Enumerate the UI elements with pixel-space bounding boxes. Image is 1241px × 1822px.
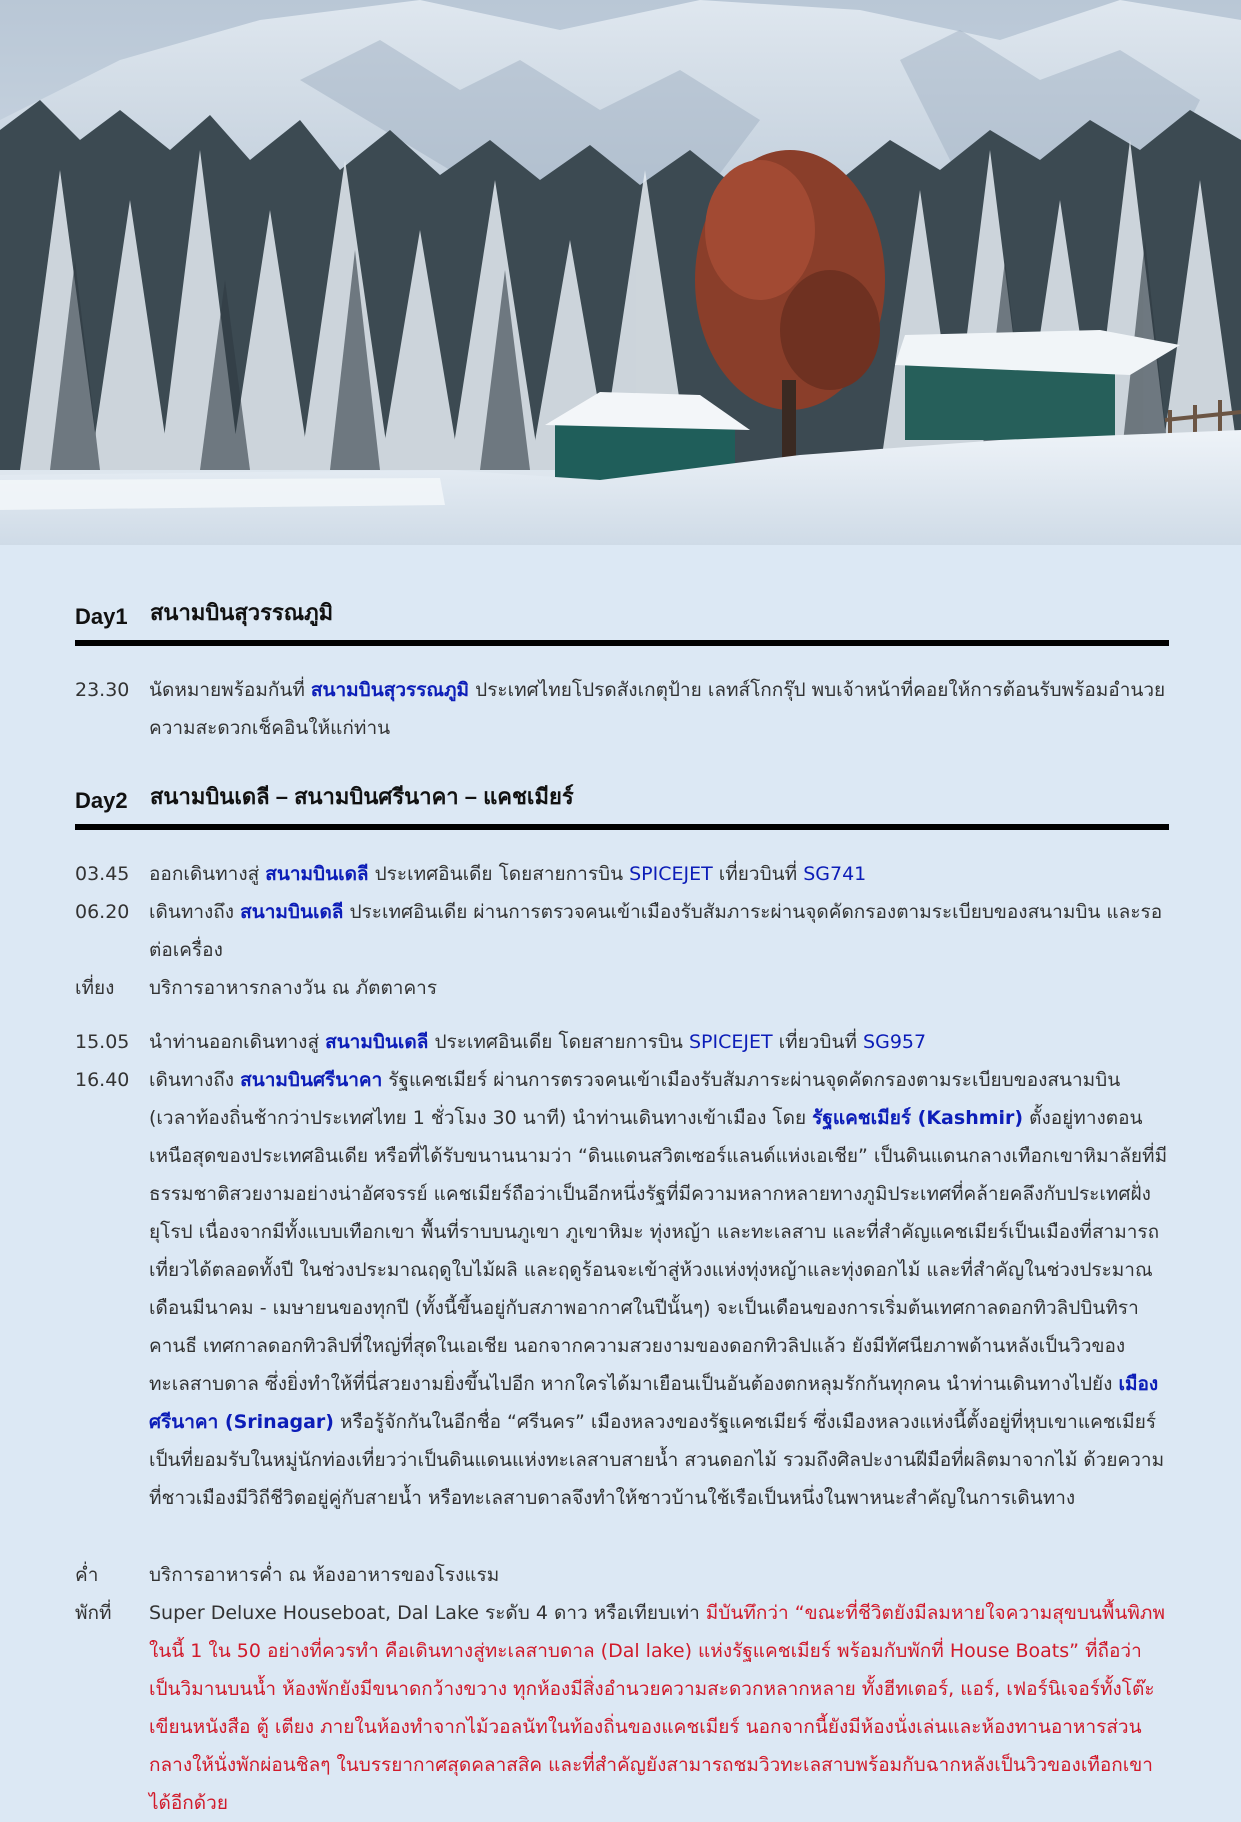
day2-label: Day2 — [75, 788, 128, 813]
place-delhi: สนามบินเดลี — [240, 901, 344, 923]
entry-text: ประเทศอินเดีย โดยสายการบิน — [428, 1031, 689, 1053]
entry-description — [149, 855, 1170, 893]
day1-title: สนามบินสุวรรณภูมิ — [150, 600, 334, 625]
snowy-landscape-illustration — [0, 0, 1241, 545]
place-kashmir: รัฐแคชเมียร์ (Kashmir) — [812, 1107, 1024, 1129]
entry-time: 15.05 — [75, 1031, 130, 1053]
airline: SPICEJET — [629, 863, 713, 885]
entry-text: เที่ยวบินที่ — [712, 863, 804, 885]
entry-description — [149, 671, 1170, 747]
day2-entry-1505 — [75, 1023, 1170, 1061]
day2-header — [75, 779, 1169, 830]
flight-number: SG957 — [863, 1031, 927, 1053]
day2-entry-accommodation — [75, 1594, 1170, 1822]
flight-number: SG741 — [803, 863, 867, 885]
entry-time: เที่ยง — [75, 977, 115, 999]
entry-text: เดินทางถึง — [149, 1069, 241, 1091]
entry-text: ออกเดินทางสู่ — [149, 863, 266, 885]
entry-description — [149, 1061, 1170, 1517]
place-delhi: สนามบินเดลี — [325, 1031, 429, 1053]
day2-entry-lunch — [75, 969, 1170, 1007]
entry-text: นำท่านออกเดินทางสู่ — [149, 1031, 326, 1053]
hero-image — [0, 0, 1241, 545]
entry-text: หรือรู้จักกันในอีกชื่อ “ศรีนคร” เมืองหลวงของรัฐแคชเมียร์ ซึ่งเมืองหลวงแห่งนี้ตั้งอยู่ที่หุบเขาแคชเมียร์ เป็นที่ยอมรับในหมู่นักท่องเที่ยวว่าเป็นดินแดนแห่งทะเลสาบสายน้ำ สวนดอกไม้ รวมถึงศิลปะงานฝีมือที่ผลิตมาจากไม้ ด้วยความที่ชาวเมืองมีวิถีชีวิตอยู่คู่กับสายน้ำ หรือทะเลสาบดาลจึงทำให้ชาวบ้านใช้เรือเป็นหนึ่งในพาหนะสำคัญในการเดินทาง — [149, 1411, 1165, 1509]
entry-description — [149, 1023, 1170, 1061]
entry-text: ประเทศอินเดีย ผ่านการตรวจคนเข้าเมืองรับสัมภาระผ่านจุดคัดกรองตามระเบียบของสนามบิน และรอต่อเครื่อง — [149, 901, 1163, 961]
place-suvarnabhumi: สนามบินสุวรรณภูมิ — [310, 679, 470, 701]
entry-time: 23.30 — [75, 679, 130, 701]
entry-time: ค่ำ — [75, 1564, 99, 1586]
day1-header — [75, 595, 1169, 646]
place-srinagar-city: เมืองศรีนาคา (Srinagar) — [149, 1373, 1159, 1433]
hotel-name: Super Deluxe Houseboat, Dal Lake ระดับ 4 ดาว หรือเทียบเท่า — [149, 1602, 706, 1624]
entry-text: ประเทศไทยโปรดสังเกตุป้าย เลทส์โกกรุ๊ป พบเจ้าหน้าที่คอยให้การต้อนรับพร้อมอำนวยความสะดวกเช็คอินให้แก่ท่าน — [149, 679, 1166, 739]
entry-time: พักที่ — [75, 1602, 112, 1624]
entry-description: บริการอาหารค่ำ ณ ห้องอาหารของโรงแรม — [149, 1564, 500, 1586]
entry-text: นัดหมายพร้อมกันที่ — [149, 679, 311, 701]
place-delhi: สนามบินเดลี — [265, 863, 369, 885]
day2-entry-0345 — [75, 855, 1170, 893]
entry-description — [149, 1594, 1170, 1822]
entry-time: 03.45 — [75, 863, 130, 885]
day1-entry-2330 — [75, 671, 1170, 747]
entry-description — [149, 893, 1170, 969]
entry-description: บริการอาหารกลางวัน ณ ภัตตาคาร — [149, 977, 438, 999]
hotel-highlight: มีบันทึกว่า “ขณะที่ชีวิตยังมีลมหายใจความสุขบนพื้นพิภพในนี้ 1 ใน 50 อย่างที่ควรทำ คือเดินทางสู่ทะเลสาบดาล (Dal lake) แห่งรัฐแคชเมียร์ พร้อมกับพักที่ House Boats” ที่ถือว่าเป็นวิมานบนน้ำ ห้องพักยังมีขนาดกว้างขวาง ทุกห้องมีสิ่งอำนวยความสะดวกหลากหลาย ทั้งฮีทเตอร์, แอร์, เฟอร์นิเจอร์ทั้งโต๊ะเขียนหนังสือ ตู้ เตียง ภายในห้องทำจากไม้วอลนัทในท้องถิ่นของแคชเมียร์ นอกจากนี้ยังมีห้องนั่งเล่นและห้องทานอาหารส่วนกลางให้นั่งพักผ่อนชิลๆ ในบรรยากาศสุดคลาสสิค และที่สำคัญยังสามารถชมวิวทะเลสาบพร้อมกับฉากหลังเป็นวิวของเทือกเขาได้อีกด้วย — [149, 1602, 1165, 1814]
entry-text: รัฐแคชเมียร์ ผ่านการตรวจคนเข้าเมืองรับสัมภาระผ่านจุดคัดกรองตามระเบียบของสนามบิน (เวลาท้องถิ่นช้ากว่าประเทศไทย 1 ชั่วโมง 30 นาที) นำท่านเดินทางเข้าเมือง โดย — [149, 1069, 1121, 1129]
day1-label: Day1 — [75, 604, 128, 629]
airline: SPICEJET — [688, 1031, 773, 1053]
place-srinagar-airport: สนามบินศรีนาคา — [240, 1069, 383, 1091]
entry-text: เที่ยวบินที่ — [772, 1031, 864, 1053]
day2-entry-1640 — [75, 1061, 1170, 1517]
entry-time: 16.40 — [75, 1069, 130, 1091]
entry-text: ตั้งอยู่ทางตอนเหนือสุดของประเทศอินเดีย หรือที่ได้รับขนานนามว่า “ดินแดนสวิตเซอร์แลนด์แห่งเอเชีย” เป็นดินแดนกลางเทือกเขาหิมาลัยที่มีธรรมชาติสวยงามอย่างน่าอัศจรรย์ แคชเมียร์ถือว่าเป็นอีกหนึ่งรัฐที่มีความหลากหลายทางภูมิประเทศที่คล้ายคลึงกับประเทศฝั่งยุโรป เนื่องจากมีทั้งแบบเทือกเขา พื้นที่ราบบนภูเขา ภูเขาหิมะ ทุ่งหญ้า และทะเลสาบ และที่สำคัญแคชเมียร์เป็นเมืองที่สามารถเที่ยวได้ตลอดทั้งปี ในช่วงประมาณฤดูใบไม้ผลิ และฤดูร้อนจะเข้าสู่ห้วงแห่งทุ่งหญ้าและทุ่งดอกไม้ และที่สำคัญในช่วงประมาณเดือนมีนาคม - เมษายนของทุกปี (ทั้งนี้ขึ้นอยู่กับสภาพอากาศในปีนั้นๆ) จะเป็นเดือนของการเริ่มต้นเทศกาลดอกทิวลิปบินทิรา คานธี เทศกาลดอกทิวลิปที่ใหญ่ที่สุดในเอเชีย นอกจากความสวยงามของดอกทิวลิปแล้ว ยังมีทัศนียภาพด้านหลังเป็นวิวของทะเลสาบดาล ซึ่งยิ่งทำให้ที่นี่สวยงามยิ่งขึ้นไปอีก หากใครได้มาเยือนเป็นอันต้องตกหลุมรักกันทุกคน นำท่านเดินทางไปยัง — [149, 1107, 1168, 1395]
day2-entry-0620 — [75, 893, 1170, 969]
entry-text: เดินทางถึง — [149, 901, 241, 923]
day2-entry-dinner — [75, 1556, 1170, 1594]
entry-time: 06.20 — [75, 901, 130, 923]
entry-text: ประเทศอินเดีย โดยสายการบิน — [368, 863, 630, 885]
day2-title: สนามบินเดลี – สนามบินศรีนาคา – แคชเมียร์ — [150, 784, 574, 809]
